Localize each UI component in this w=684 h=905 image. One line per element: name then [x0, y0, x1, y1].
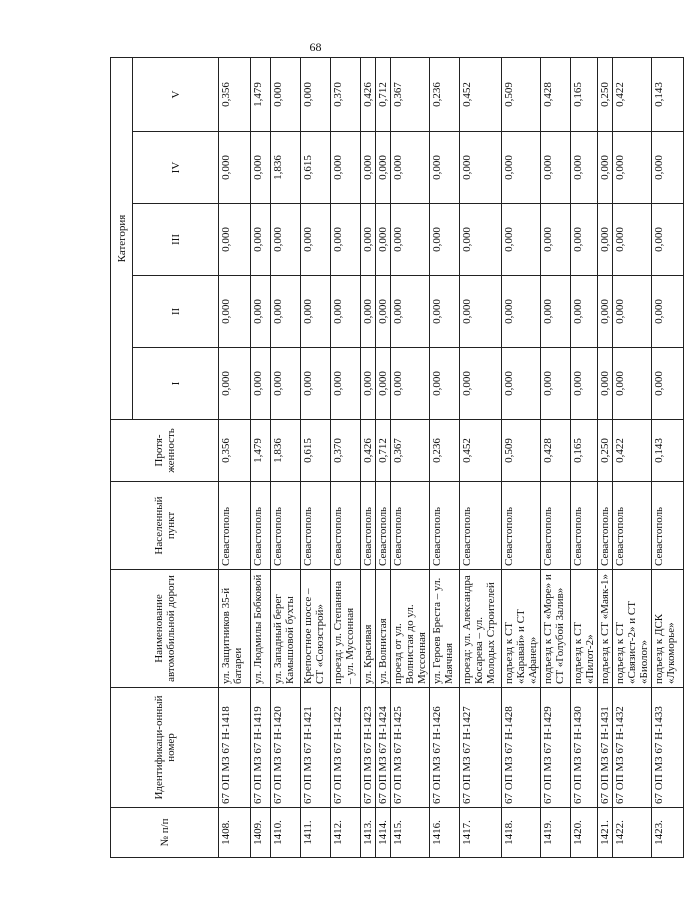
table-row — [251, 57, 271, 857]
cell-c4: 0,000 — [613, 132, 652, 204]
cell-c4: 0,000 — [571, 132, 598, 204]
cell-c4: 0,000 — [376, 132, 391, 204]
cell-len: 0,426 — [361, 420, 376, 482]
cell-c1: 0,000 — [571, 348, 598, 420]
cell-c4: 0,000 — [430, 132, 460, 204]
cell-no: 1422. — [613, 808, 652, 858]
cell-c1: 0,000 — [331, 348, 361, 420]
cell-c2: 0,000 — [541, 276, 571, 348]
rotated-content — [110, 58, 677, 858]
cell-place: Севастополь — [301, 482, 331, 570]
cell-c2: 0,000 — [598, 276, 613, 348]
cell-name: подъезд к СТ «Маяк-1» — [598, 570, 613, 688]
cell-c4: 0,000 — [361, 132, 376, 204]
cell-place: Севастополь — [541, 482, 571, 570]
header-cat-3: III — [133, 204, 219, 276]
header-id: Идентификаци-онный номер — [111, 688, 219, 808]
cell-c2: 0,000 — [502, 276, 541, 348]
cell-c3: 0,000 — [502, 204, 541, 276]
cell-len: 0,712 — [376, 420, 391, 482]
cell-len: 0,367 — [391, 420, 430, 482]
cell-c2: 0,000 — [251, 276, 271, 348]
rotated-table-area — [110, 58, 677, 858]
cell-c2: 0,000 — [376, 276, 391, 348]
table-row — [391, 57, 430, 857]
cell-len: 0,143 — [652, 420, 684, 482]
cell-len: 0,236 — [430, 420, 460, 482]
cell-c1: 0,000 — [613, 348, 652, 420]
cell-id: 67 ОП МЗ 67 Н-1433 — [652, 688, 684, 808]
page-number: 68 — [309, 40, 322, 54]
cell-len: 0,165 — [571, 420, 598, 482]
table-row — [598, 57, 613, 857]
cell-c1: 0,000 — [271, 348, 301, 420]
table-row — [541, 57, 571, 857]
cell-c2: 0,000 — [271, 276, 301, 348]
cell-len: 0,509 — [502, 420, 541, 482]
cell-place: Севастополь — [598, 482, 613, 570]
cell-name: подъезд к ДСК «Лукоморье» — [652, 570, 684, 688]
cell-len: 0,250 — [598, 420, 613, 482]
cell-id: 67 ОП МЗ 67 Н-1418 — [219, 688, 251, 808]
cell-name: подъезд к СТ «Пилот-2» — [571, 570, 598, 688]
cell-place: Севастополь — [460, 482, 502, 570]
cell-c5: 0,356 — [219, 57, 251, 131]
cell-c5: 0,370 — [331, 57, 361, 131]
cell-c5: 0,712 — [376, 57, 391, 131]
cell-id: 67 ОП МЗ 67 Н-1425 — [391, 688, 430, 808]
cell-c3: 0,000 — [430, 204, 460, 276]
cell-c3: 0,000 — [251, 204, 271, 276]
cell-id: 67 ОП МЗ 67 Н-1419 — [251, 688, 271, 808]
cell-c4: 0,000 — [219, 132, 251, 204]
cell-id: 67 ОП МЗ 67 Н-1424 — [376, 688, 391, 808]
cell-no: 1421. — [598, 808, 613, 858]
cell-no: 1416. — [430, 808, 460, 858]
cell-c4: 0,000 — [502, 132, 541, 204]
cell-len: 0,370 — [331, 420, 361, 482]
cell-id: 67 ОП МЗ 67 Н-1430 — [571, 688, 598, 808]
cell-c2: 0,000 — [361, 276, 376, 348]
cell-no: 1414. — [376, 808, 391, 858]
cell-c4: 0,000 — [251, 132, 271, 204]
table-row — [219, 57, 251, 857]
header-cat-2: II — [133, 276, 219, 348]
cell-no: 1412. — [331, 808, 361, 858]
cell-id: 67 ОП МЗ 67 Н-1426 — [430, 688, 460, 808]
cell-c4: 0,000 — [331, 132, 361, 204]
cell-id: 67 ОП МЗ 67 Н-1422 — [331, 688, 361, 808]
cell-c4: 0,615 — [301, 132, 331, 204]
cell-name: ул. Героев Бреста – ул. Маячная — [430, 570, 460, 688]
cell-c4: 1,836 — [271, 132, 301, 204]
cell-c5: 0,422 — [613, 57, 652, 131]
cell-place: Севастополь — [502, 482, 541, 570]
cell-len: 1,479 — [251, 420, 271, 482]
cell-c1: 0,000 — [502, 348, 541, 420]
cell-c5: 0,509 — [502, 57, 541, 131]
cell-no: 1411. — [301, 808, 331, 858]
cell-name: проезд: ул. Александра Косарева – ул. Молодых Строителей — [460, 570, 502, 688]
cell-c2: 0,000 — [652, 276, 684, 348]
cell-no: 1415. — [391, 808, 430, 858]
table-row — [361, 57, 376, 857]
cell-c3: 0,000 — [301, 204, 331, 276]
table-row — [613, 57, 652, 857]
cell-len: 0,615 — [301, 420, 331, 482]
cell-name: ул. Людмилы Бобковой — [251, 570, 271, 688]
cell-c1: 0,000 — [430, 348, 460, 420]
cell-len: 0,422 — [613, 420, 652, 482]
cell-no: 1409. — [251, 808, 271, 858]
cell-c1: 0,000 — [219, 348, 251, 420]
cell-c3: 0,000 — [541, 204, 571, 276]
cell-name: ул. Волнистая — [376, 570, 391, 688]
cell-c4: 0,000 — [598, 132, 613, 204]
cell-c5: 1,479 — [251, 57, 271, 131]
cell-no: 1423. — [652, 808, 684, 858]
table-row — [652, 57, 684, 857]
cell-len: 0,356 — [219, 420, 251, 482]
cell-name: Крепостное шоссе – СТ «Союзстрой» — [301, 570, 331, 688]
cell-place: Севастополь — [361, 482, 376, 570]
table-row — [301, 57, 331, 857]
header-no: № п/п — [111, 808, 219, 858]
cell-id: 67 ОП МЗ 67 Н-1420 — [271, 688, 301, 808]
cell-c1: 0,000 — [301, 348, 331, 420]
table-row — [271, 57, 301, 857]
table-row — [460, 57, 502, 857]
cell-no: 1420. — [571, 808, 598, 858]
cell-name: проезд: ул. Степаняна – ул. Муссонная — [331, 570, 361, 688]
cell-c1: 0,000 — [376, 348, 391, 420]
header-length: Протя-женность — [111, 420, 219, 482]
cell-no: 1410. — [271, 808, 301, 858]
cell-place: Севастополь — [652, 482, 684, 570]
cell-place: Севастополь — [331, 482, 361, 570]
roads-table — [110, 57, 684, 858]
cell-place: Севастополь — [376, 482, 391, 570]
cell-c3: 0,000 — [219, 204, 251, 276]
cell-c3: 0,000 — [391, 204, 430, 276]
cell-len: 0,428 — [541, 420, 571, 482]
cell-no: 1419. — [541, 808, 571, 858]
cell-c5: 0,250 — [598, 57, 613, 131]
cell-c5: 0,165 — [571, 57, 598, 131]
table-row — [430, 57, 460, 857]
cell-id: 67 ОП МЗ 67 Н-1429 — [541, 688, 571, 808]
cell-id: 67 ОП МЗ 67 Н-1421 — [301, 688, 331, 808]
header-category: Категория — [111, 57, 133, 419]
cell-c3: 0,000 — [652, 204, 684, 276]
cell-c5: 0,426 — [361, 57, 376, 131]
table-row — [571, 57, 598, 857]
cell-c2: 0,000 — [219, 276, 251, 348]
cell-no: 1417. — [460, 808, 502, 858]
header-cat-1: I — [133, 348, 219, 420]
cell-place: Севастополь — [219, 482, 251, 570]
cell-c3: 0,000 — [598, 204, 613, 276]
cell-c2: 0,000 — [391, 276, 430, 348]
cell-id: 67 ОП МЗ 67 Н-1431 — [598, 688, 613, 808]
cell-c5: 0,236 — [430, 57, 460, 131]
table-row — [376, 57, 391, 857]
cell-c3: 0,000 — [271, 204, 301, 276]
cell-c2: 0,000 — [613, 276, 652, 348]
cell-c3: 0,000 — [331, 204, 361, 276]
cell-place: Севастополь — [571, 482, 598, 570]
cell-id: 67 ОП МЗ 67 Н-1432 — [613, 688, 652, 808]
cell-len: 1,836 — [271, 420, 301, 482]
cell-c1: 0,000 — [541, 348, 571, 420]
cell-name: подъезд к СТ «Море» и СТ «Голубой Залив» — [541, 570, 571, 688]
header-place: Населенный пункт — [111, 482, 219, 570]
table-row — [502, 57, 541, 857]
cell-c1: 0,000 — [391, 348, 430, 420]
cell-id: 67 ОП МЗ 67 Н-1423 — [361, 688, 376, 808]
cell-len: 0,452 — [460, 420, 502, 482]
cell-c3: 0,000 — [460, 204, 502, 276]
cell-id: 67 ОП МЗ 67 Н-1428 — [502, 688, 541, 808]
cell-c5: 0,000 — [301, 57, 331, 131]
table-body — [219, 57, 684, 857]
cell-no: 1418. — [502, 808, 541, 858]
cell-name: проезд от ул. Волнистая до ул. Муссонная — [391, 570, 430, 688]
cell-no: 1408. — [219, 808, 251, 858]
cell-c4: 0,000 — [391, 132, 430, 204]
cell-c2: 0,000 — [460, 276, 502, 348]
cell-c1: 0,000 — [598, 348, 613, 420]
cell-c1: 0,000 — [652, 348, 684, 420]
cell-place: Севастополь — [613, 482, 652, 570]
cell-no: 1413. — [361, 808, 376, 858]
cell-c3: 0,000 — [613, 204, 652, 276]
cell-c4: 0,000 — [460, 132, 502, 204]
cell-name: подъезд к СТ «Связист-2» и СТ «Биолог» — [613, 570, 652, 688]
cell-place: Севастополь — [430, 482, 460, 570]
cell-c2: 0,000 — [571, 276, 598, 348]
cell-c3: 0,000 — [361, 204, 376, 276]
cell-c5: 0,143 — [652, 57, 684, 131]
cell-c3: 0,000 — [376, 204, 391, 276]
cell-c5: 0,000 — [271, 57, 301, 131]
cell-c1: 0,000 — [361, 348, 376, 420]
cell-place: Севастополь — [391, 482, 430, 570]
cell-c1: 0,000 — [460, 348, 502, 420]
table-header — [111, 57, 219, 857]
cell-c2: 0,000 — [430, 276, 460, 348]
cell-name: ул. Красивая — [361, 570, 376, 688]
cell-c5: 0,452 — [460, 57, 502, 131]
cell-c2: 0,000 — [301, 276, 331, 348]
cell-name: подъезд к СТ «Каравай» и СТ «Афанец» — [502, 570, 541, 688]
header-name: Наименование автомобильной дороги — [111, 570, 219, 688]
cell-c4: 0,000 — [652, 132, 684, 204]
cell-name: ул. Западный берег Камышовой бухты — [271, 570, 301, 688]
cell-place: Севастополь — [251, 482, 271, 570]
cell-c3: 0,000 — [571, 204, 598, 276]
table-row — [331, 57, 361, 857]
cell-c4: 0,000 — [541, 132, 571, 204]
cell-c5: 0,428 — [541, 57, 571, 131]
cell-id: 67 ОП МЗ 67 Н-1427 — [460, 688, 502, 808]
header-cat-5: V — [133, 57, 219, 131]
cell-name: ул. Защитников 35-й батареи — [219, 570, 251, 688]
cell-c5: 0,367 — [391, 57, 430, 131]
header-cat-4: IV — [133, 132, 219, 204]
cell-c2: 0,000 — [331, 276, 361, 348]
cell-place: Севастополь — [271, 482, 301, 570]
cell-c1: 0,000 — [251, 348, 271, 420]
